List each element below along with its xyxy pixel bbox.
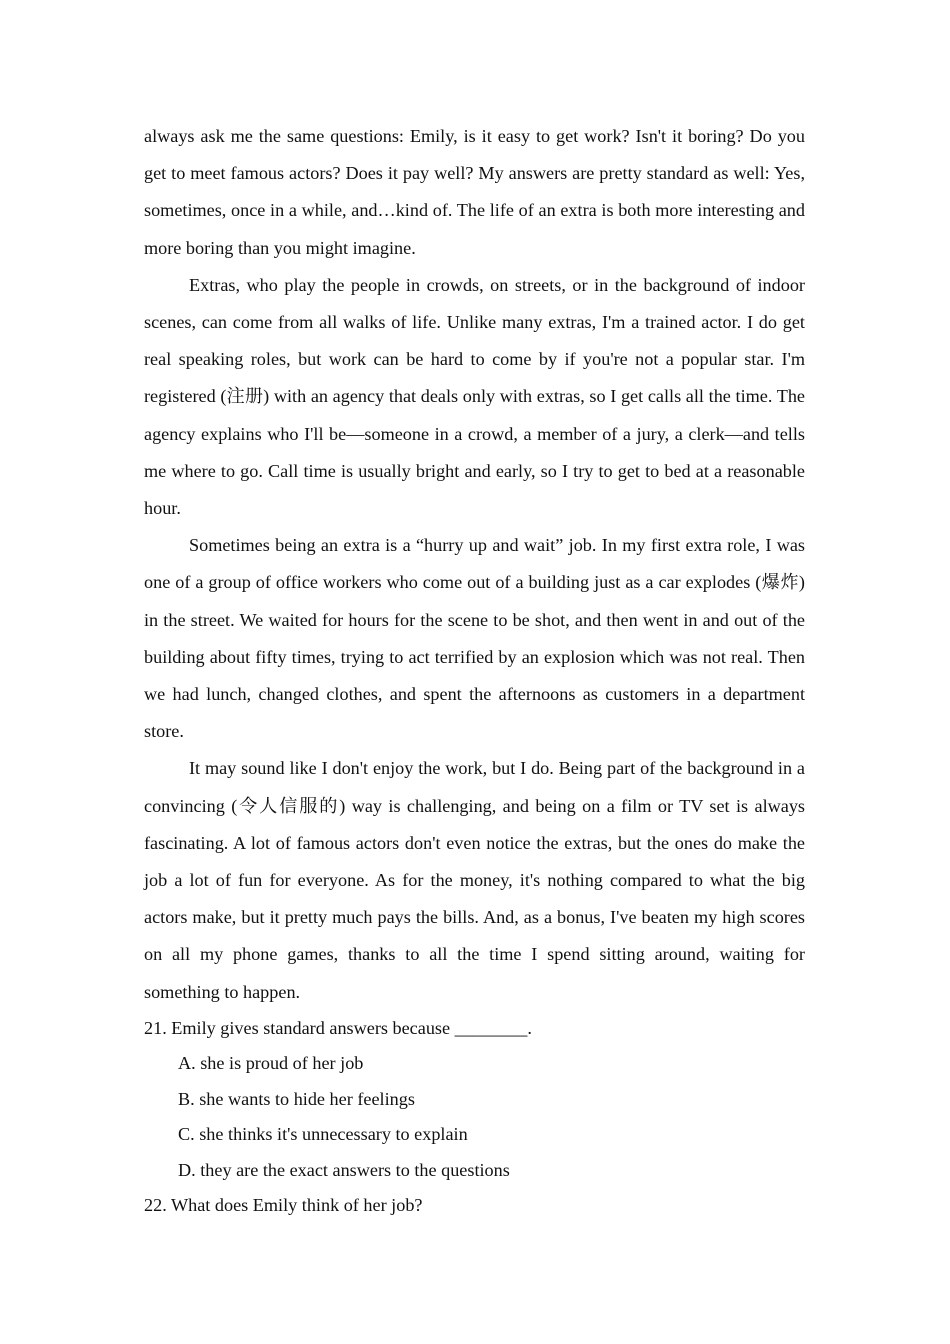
answer-option-d: D. they are the exact answers to the questions xyxy=(178,1159,510,1180)
question-21 xyxy=(144,1011,805,1189)
answer-option-c: C. she thinks it's unnecessary to explain xyxy=(178,1124,468,1145)
passage-paragraph-1: always ask me the same questions: Emily, is it easy to get work? Isn't it boring? Do you get to meet famous actors? Does it pay well? My answers are pretty standard as well: Yes, sometimes, once in a while, and…kind of. The life of an extra is both more interesting and more boring than you might imagine. xyxy=(144,126,805,258)
answer-option-b: B. she wants to hide her feelings xyxy=(178,1088,415,1109)
passage-paragraph-2: Extras, who play the people in crowds, on streets, or in the background of indoor scenes, can come from all walks of life. Unlike many extras, I'm a trained actor. I do get real speaking roles, but work can be hard to come by if you're not a popular star. I'm registered (注册) with an agency that deals only with extras, so I get calls all the time. The agency explains who I'll be—someone in a crowd, a member of a jury, a clerk—and tells me where to go. Call time is usually bright and early, so I try to get to bed at a reasonable hour. xyxy=(144,274,805,519)
question-22 xyxy=(144,1188,805,1224)
passage-paragraph-4: It may sound like I don't enjoy the work, but I do. Being part of the background in a convincing (令人信服的) way is challenging, and being on a film or TV set is always fascinating. A lot of famous actors don't even notice the extras, but the ones do make the job a lot of fun for everyone. As for the money, it's nothing compared to what the big actors make, but it pretty much pays the bills. And, as a bonus, I've beaten my high scores on all my phone games, thanks to all the time I spend sitting around, waiting for something to happen. xyxy=(144,758,805,1002)
question-stem: 22. What does Emily think of her job? xyxy=(144,1195,423,1216)
answer-option-a: A. she is proud of her job xyxy=(178,1053,364,1074)
passage-paragraph-3: Sometimes being an extra is a “hurry up and wait” job. In my first extra role, I was one of a group of office workers who come out of a building just as a car explodes (爆炸) in the street. We waited for hours for the scene to be shot, and then went in and out of the building about fifty times, trying to act terrified by an explosion which was not real. Then we had lunch, changed clothes, and spent the afternoons as customers in a department store. xyxy=(144,535,805,742)
document-page xyxy=(144,118,805,1224)
reading-passage xyxy=(144,118,805,1011)
question-stem: 21. Emily gives standard answers because ________. xyxy=(144,1017,532,1038)
answer-options xyxy=(144,1046,805,1188)
